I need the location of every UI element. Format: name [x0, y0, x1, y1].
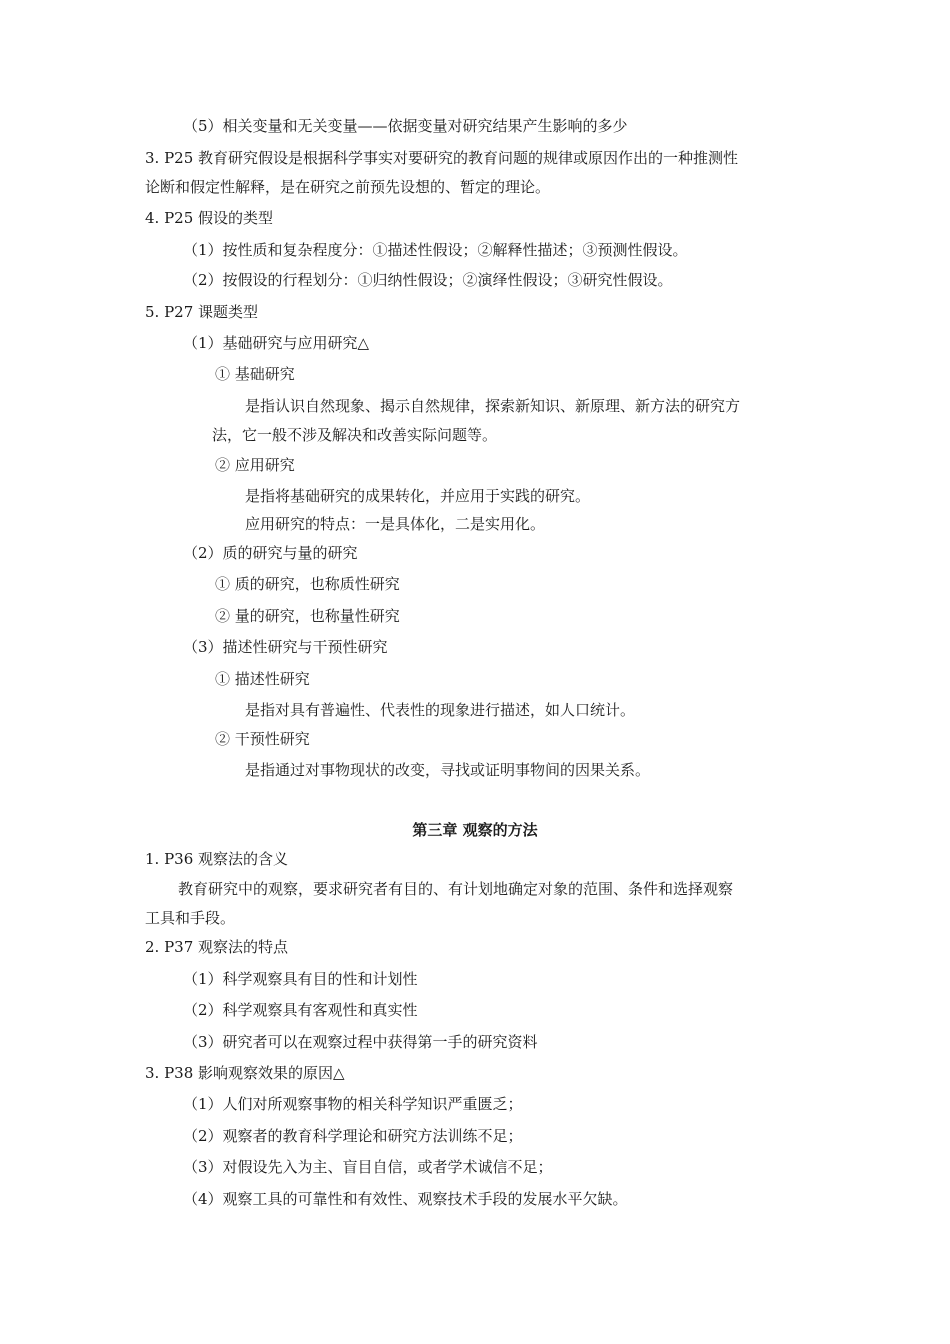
text-line: 论断和假定性解释，是在研究之前预先设想的、暂定的理论。	[145, 178, 551, 196]
text-line: （4）观察工具的可靠性和有效性、观察技术手段的发展水平欠缺。	[183, 1190, 628, 1208]
text-line: ② 干预性研究	[215, 730, 310, 748]
section-heading: 3. P38 影响观察效果的原因△	[145, 1064, 345, 1082]
text-line: ① 描述性研究	[215, 670, 310, 688]
text-line: （3）对假设先入为主、盲目自信，或者学术诚信不足；	[183, 1158, 553, 1176]
section-heading: 4. P25 假设的类型	[145, 209, 274, 227]
chapter-title: 第三章 观察的方法	[412, 821, 538, 839]
text-line: 3. P25 教育研究假设是根据科学事实对要研究的教育问题的规律或原因作出的一种推测性	[145, 149, 739, 167]
text-line: （1）科学观察具有目的性和计划性	[183, 970, 418, 988]
text-line: 是指认识自然现象、揭示自然规律，探索新知识、新原理、新方法的研究方	[245, 397, 741, 415]
text-line: （2）按假设的行程划分：①归纳性假设；②演绎性假设；③研究性假设。	[183, 271, 673, 289]
text-line: （2）质的研究与量的研究	[183, 544, 358, 562]
text-line: （5）相关变量和无关变量——依据变量对研究结果产生影响的多少	[183, 117, 628, 135]
text-line: 教育研究中的观察，要求研究者有目的、有计划地确定对象的范围、条件和选择观察	[178, 880, 734, 898]
text-line: 工具和手段。	[145, 909, 236, 927]
text-line: （1）人们对所观察事物的相关科学知识严重匮乏；	[183, 1095, 523, 1113]
text-line: （1）按性质和复杂程度分：①描述性假设；②解释性描述；③预测性假设。	[183, 241, 688, 259]
text-line: （3）描述性研究与干预性研究	[183, 638, 388, 656]
text-line: ① 质的研究，也称质性研究	[215, 575, 400, 593]
text-line: 是指将基础研究的成果转化，并应用于实践的研究。	[245, 487, 591, 505]
text-line: 是指对具有普遍性、代表性的现象进行描述，如人口统计。	[245, 701, 636, 719]
text-line: 应用研究的特点：一是具体化，二是实用化。	[245, 515, 546, 533]
text-line: （1）基础研究与应用研究△	[183, 334, 370, 352]
text-line: （2）观察者的教育科学理论和研究方法训练不足；	[183, 1127, 523, 1145]
text-line: ② 量的研究，也称量性研究	[215, 607, 400, 625]
section-heading: 5. P27 课题类型	[145, 303, 259, 321]
text-line: ① 基础研究	[215, 365, 295, 383]
section-heading: 2. P37 观察法的特点	[145, 938, 289, 956]
text-line: （2）科学观察具有客观性和真实性	[183, 1001, 418, 1019]
text-line: 法，它一般不涉及解决和改善实际问题等。	[212, 426, 498, 444]
section-heading: 1. P36 观察法的含义	[145, 850, 289, 868]
text-line: 是指通过对事物现状的改变，寻找或证明事物间的因果关系。	[245, 761, 651, 779]
text-line: （3）研究者可以在观察过程中获得第一手的研究资料	[183, 1033, 538, 1051]
text-line: ② 应用研究	[215, 456, 295, 474]
